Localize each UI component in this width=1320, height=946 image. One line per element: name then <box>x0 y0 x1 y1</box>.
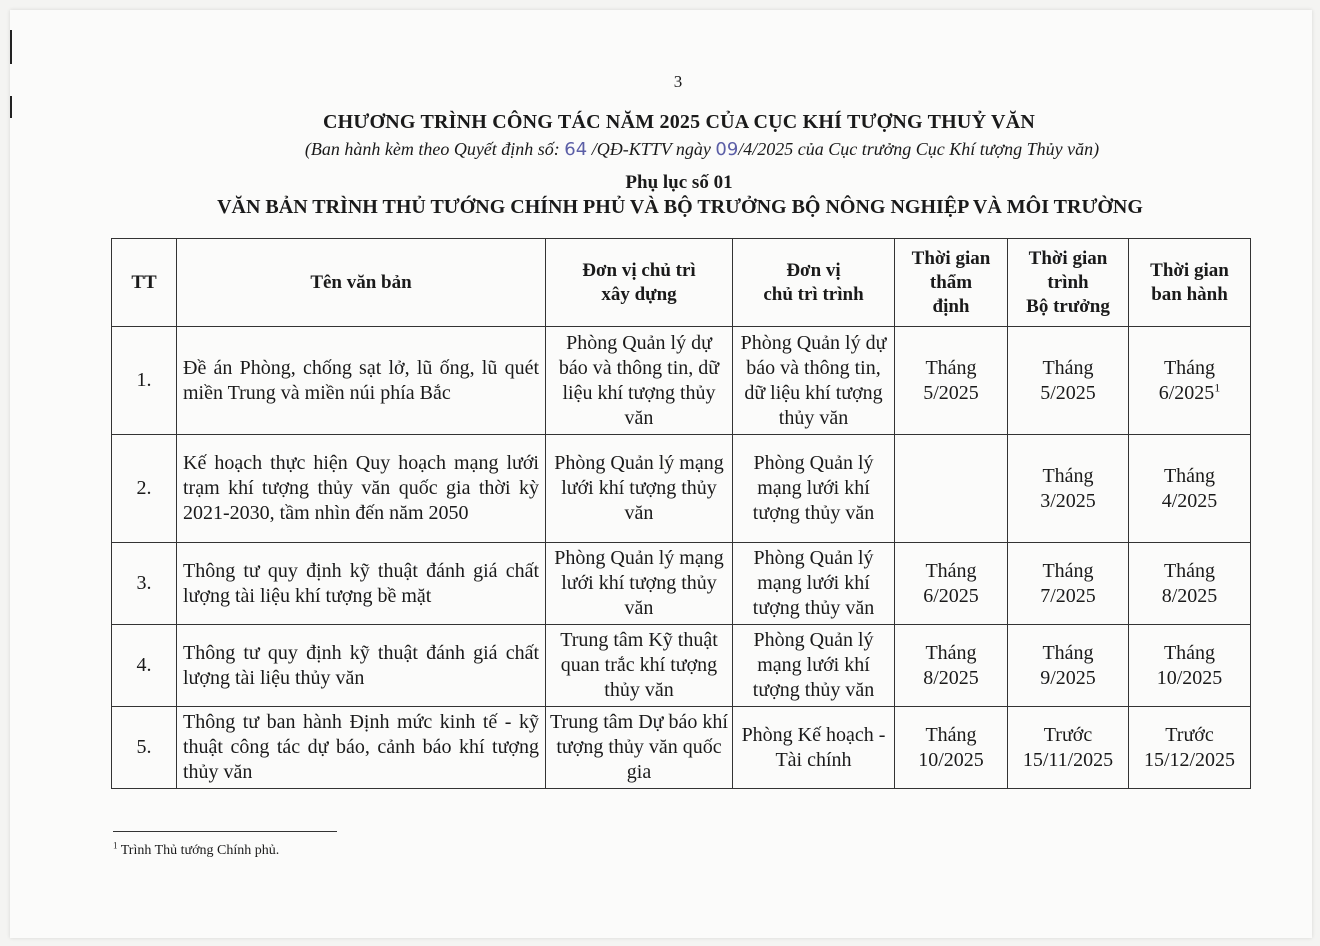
appraisal-time: Tháng 5/2025 <box>895 327 1008 435</box>
appendix-label: Phụ lục số 01 <box>625 172 733 193</box>
appraisal-time <box>895 435 1008 543</box>
minister-time: Tháng 3/2025 <box>1008 435 1129 543</box>
document-name: Thông tư quy định kỹ thuật đánh giá chất lượng tài liệu thủy văn <box>177 625 546 707</box>
document-name: Kế hoạch thực hiện Quy hoạch mạng lưới trạm khí tượng thủy văn quốc gia thời kỳ 2021-2030, tầm nhìn đến năm 2050 <box>177 435 546 543</box>
handwritten-decision-number: 64 <box>564 139 588 160</box>
unit-build: Trung tâm Dự báo khí tượng thủy văn quốc gia <box>546 707 733 789</box>
unit-submit: Phòng Quản lý mạng lưới khí tượng thủy văn <box>733 543 895 625</box>
minister-time: Tháng 7/2025 <box>1008 543 1129 625</box>
issue-time: Tháng 8/2025 <box>1129 543 1251 625</box>
minister-time: Trước 15/11/2025 <box>1008 707 1129 789</box>
row-number: 5. <box>112 707 177 789</box>
unit-build: Phòng Quản lý mạng lưới khí tượng thủy văn <box>546 543 733 625</box>
issue-time: Tháng 6/2025$^1$ <box>1129 327 1251 435</box>
header-minister-time: Thời gian trình Bộ trưởng <box>1008 239 1129 327</box>
issue-time: Tháng 10/2025 <box>1129 625 1251 707</box>
table-header-row <box>112 239 1251 327</box>
document-title: CHƯƠNG TRÌNH CÔNG TÁC NĂM 2025 CỦA CỤC KHÍ TƯỢNG THUỶ VĂN <box>322 111 1035 133</box>
header-unit-submit: Đơn vị chủ trì trình <box>733 239 895 327</box>
footnote-separator <box>113 831 337 832</box>
unit-build: Phòng Quản lý dự báo và thông tin, dữ liệu khí tượng thủy văn <box>546 327 733 435</box>
unit-build: Trung tâm Kỹ thuật quan trắc khí tượng thủy văn <box>546 625 733 707</box>
subtitle-text: /4/2025 của Cục trưởng Cục Khí tượng Thủy văn) <box>738 139 1100 159</box>
document-name: Thông tư ban hành Định mức kinh tế - kỹ thuật công tác dự báo, cảnh báo khí tượng thủy văn <box>177 707 546 789</box>
appendix-title: VĂN BẢN TRÌNH THỦ TƯỚNG CHÍNH PHỦ VÀ BỘ TRƯỞNG BỘ NÔNG NGHIỆP VÀ MÔI TRƯỜNG <box>217 196 1143 218</box>
document-name: Đề án Phòng, chống sạt lở, lũ ống, lũ quét miền Trung và miền núi phía Bắc <box>177 327 546 435</box>
table-row <box>112 707 1251 789</box>
header-name: Tên văn bản <box>177 239 546 327</box>
appraisal-time: Tháng 8/2025 <box>895 625 1008 707</box>
table-row <box>112 435 1251 543</box>
unit-submit: Phòng Kế hoạch - Tài chính <box>733 707 895 789</box>
row-number: 3. <box>112 543 177 625</box>
document-subtitle <box>0 139 1320 160</box>
scan-edge-mark <box>10 30 12 64</box>
work-program-table <box>111 238 1251 789</box>
footnote-text: Trình Thủ tướng Chính phủ. <box>120 843 280 858</box>
footnote-ref[interactable]: 1 <box>1214 379 1221 394</box>
handwritten-day: 09 <box>715 139 739 160</box>
table-row <box>112 327 1251 435</box>
issue-time: Tháng 4/2025 <box>1129 435 1251 543</box>
appraisal-time: Tháng 10/2025 <box>895 707 1008 789</box>
unit-submit: Phòng Quản lý dự báo và thông tin, dữ liệu khí tượng thủy văn <box>733 327 895 435</box>
header-appraisal-time: Thời gian thẩm định <box>895 239 1008 327</box>
unit-submit: Phòng Quản lý mạng lưới khí tượng thủy văn <box>733 435 895 543</box>
header-unit-build: Đơn vị chủ trì xây dựng <box>546 239 733 327</box>
issue-time: Trước 15/12/2025 <box>1129 707 1251 789</box>
appraisal-time: Tháng 6/2025 <box>895 543 1008 625</box>
page-number: 3 <box>673 72 683 91</box>
unit-build: Phòng Quản lý mạng lưới khí tượng thủy văn <box>546 435 733 543</box>
minister-time: Tháng 5/2025 <box>1008 327 1129 435</box>
row-number: 4. <box>112 625 177 707</box>
footnote <box>113 840 280 859</box>
row-number: 1. <box>112 327 177 435</box>
row-number: 2. <box>112 435 177 543</box>
subtitle-text: /QĐ-KTTV ngày <box>591 139 711 159</box>
minister-time: Tháng 9/2025 <box>1008 625 1129 707</box>
header-issue-time: Thời gian ban hành <box>1129 239 1251 327</box>
table-row <box>112 543 1251 625</box>
table-row <box>112 625 1251 707</box>
document-name: Thông tư quy định kỹ thuật đánh giá chất lượng tài liệu khí tượng bề mặt <box>177 543 546 625</box>
header-tt: TT <box>112 239 177 327</box>
unit-submit: Phòng Quản lý mạng lưới khí tượng thủy văn <box>733 625 895 707</box>
footnote-mark: 1 <box>113 840 118 851</box>
subtitle-text: (Ban hành kèm theo Quyết định số: <box>304 139 560 159</box>
